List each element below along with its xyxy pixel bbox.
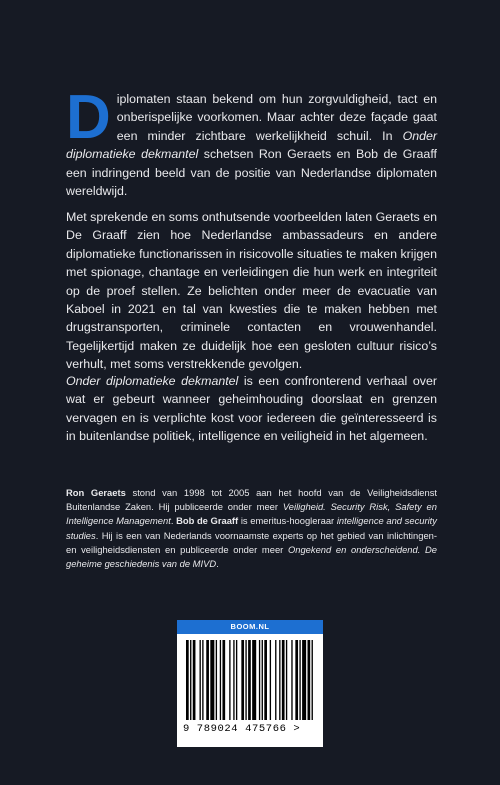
barcode-panel — [177, 634, 323, 747]
author-name-2: Bob de Graaff — [176, 515, 239, 527]
bio-text-4: . Hij is een van Nederlands voornaamste experts op het gebied van inlichtingen- en veiligheidsdiensten en publiceerde onder meer — [66, 529, 437, 555]
publisher-label: BOOM.NL — [177, 620, 323, 634]
isbn-digits: 9 789024 475766 > — [183, 723, 301, 735]
bio-text-2: . — [170, 515, 177, 527]
barcode-bars — [177, 634, 323, 724]
intro-text-b: schetsen Ron Geraets en Bob de Graaff een indringend beeld van de positie van Nederlandse diplomaten wereldwijd. — [66, 147, 437, 199]
body-paragraph-2 — [66, 208, 437, 374]
bio-book-3: Ongekend en onderscheidend. De geheime geschiedenis van de MIVD — [66, 543, 437, 570]
bio-book-1: Veiligheid. Security Risk, Safety en Intelligence Management — [66, 501, 437, 527]
paragraph-3-text: is een confronterend verhaal over wat er gebeurt wanneer geheimhouding doorslaat en grenzen vervagen en is verplichte kost voor iedereen die geïnteresseerd is in buitenlandse politiek, intelligence en veiligheid in het algemeen. — [66, 374, 437, 444]
bio-book-2: intelligence and security studies — [66, 515, 437, 541]
bio-text-1: stond van 1998 tot 2005 aan het hoofd van de Veiligheidsdienst Buitenlandse Zaken. Hij publiceerde onder meer — [66, 487, 437, 513]
intro-title: Onder diplomatieke dekmantel — [66, 128, 437, 162]
intro-text-a: iplomaten staan bekend om hun zorgvuldigheid, tact en onberispelijke voorkomen. Maar achter deze façade gaat een minder zichtbare werkelijkheid schuil. In — [116, 92, 437, 143]
isbn-barcode-block — [177, 620, 323, 747]
paragraph-3-title: Onder diplomatieke dekmantel — [66, 374, 239, 388]
drop-cap: D — [66, 83, 111, 152]
author-bios — [66, 486, 437, 571]
intro-paragraph — [66, 83, 437, 200]
paragraph-2-text: Met sprekende en soms onthutsende voorbeelden laten Geraets en De Graaff zien hoe Nederlandse ambassadeurs en andere diplomatieke functionarissen in risicovolle situaties te maken krijgen met spionage, chantage en verleidingen die hun werk en integriteit op de proef stellen. Ze belichten onder meer de evacuatie van Kaboel in 2021 en tal van kwesties die te maken hebben met drugstransporten, criminele contacten en vrouwenhandel. Tegelijkertijd maken ze duidelijk hoe een gesloten cultuur risico’s verhult, met soms verstrekkende gevolgen. — [66, 210, 437, 372]
body-paragraph-3 — [66, 372, 437, 446]
bio-text-3: is emeritus-hoogleraar — [238, 515, 337, 527]
bio-text-5: . — [216, 558, 219, 570]
author-name-1: Ron Geraets — [66, 487, 126, 498]
